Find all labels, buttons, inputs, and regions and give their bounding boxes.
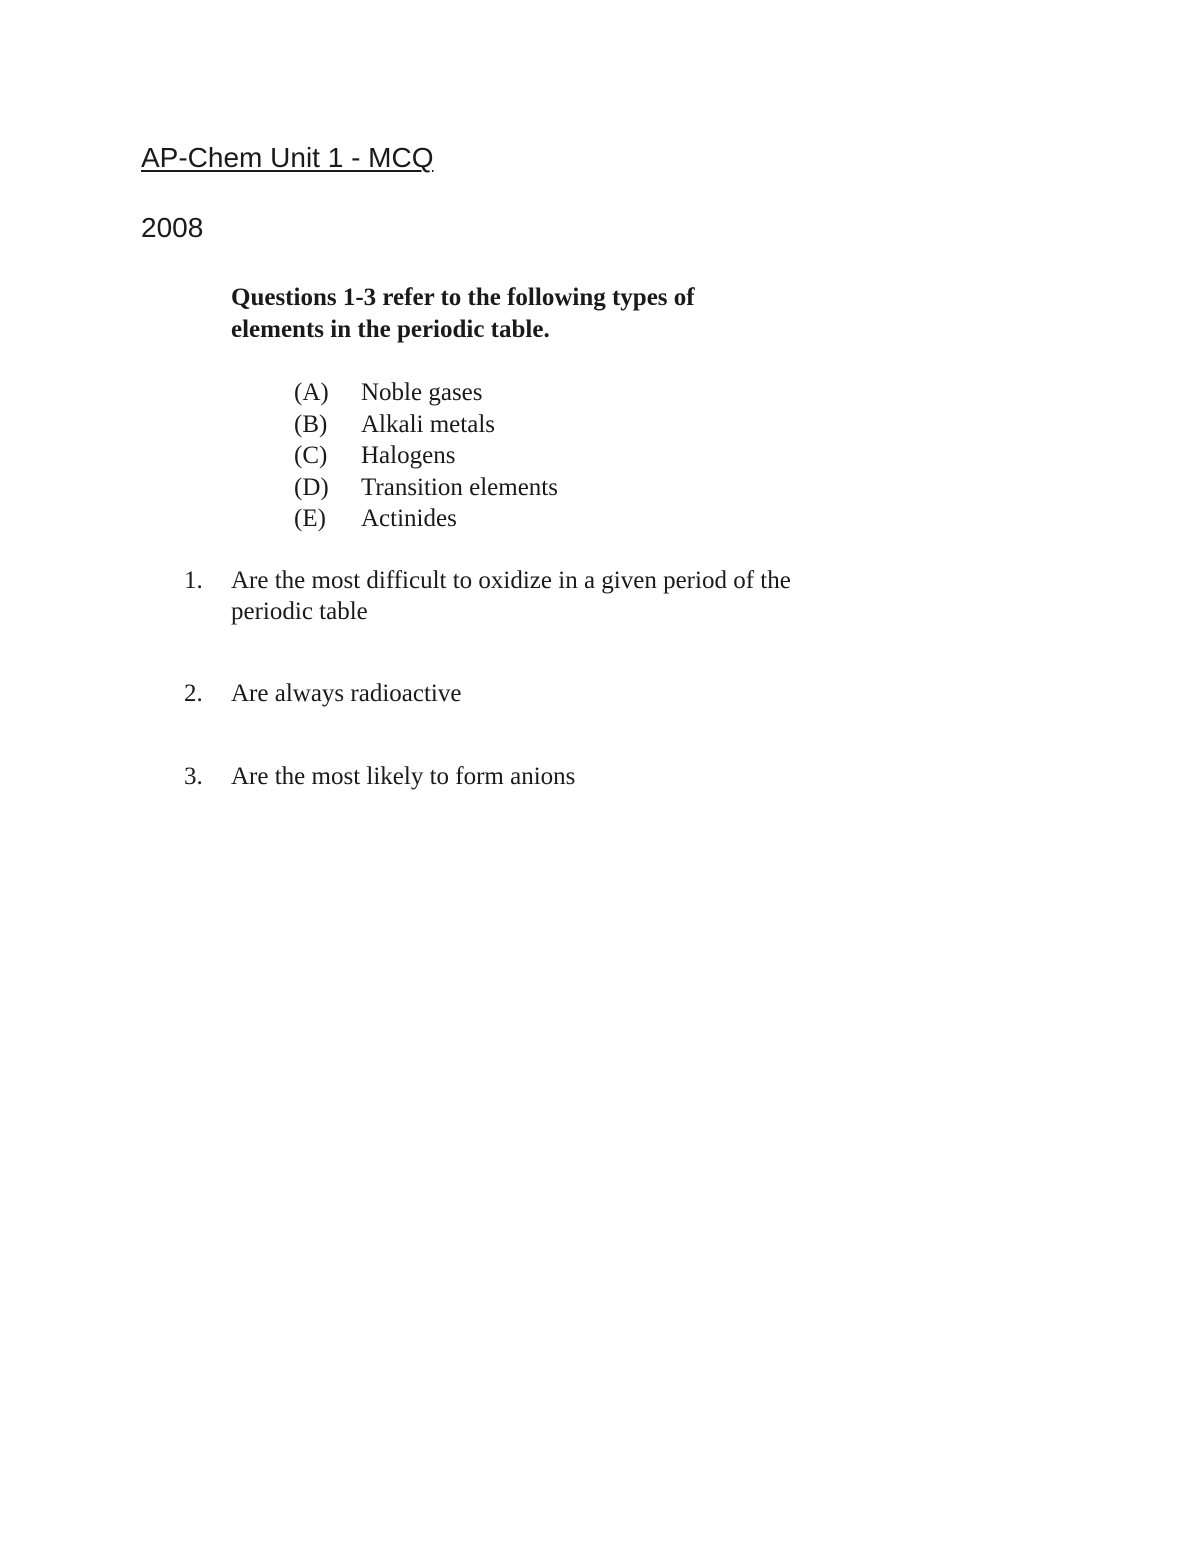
question-intro: Questions 1-3 refer to the following types of elements in the periodic table. [231,284,695,343]
question-text: Are the most difficult to oxidize in a given period of the periodic table [231,567,791,625]
answer-choices-list [294,377,558,535]
choice-text: Halogens [361,442,456,469]
question-number: 2. [184,680,203,707]
choice-c [294,440,558,472]
choice-text: Actinides [361,505,457,532]
choice-letter: (E) [294,505,326,532]
choice-e [294,503,558,535]
question-text: Are the most likely to form anions [231,763,576,790]
questions-list [184,565,804,843]
choice-letter: (B) [294,410,328,438]
choice-letter: (D) [294,473,329,501]
choice-text: Noble gases [361,379,483,406]
choice-letter: (C) [294,442,328,469]
choice-a [294,377,558,409]
question-1 [184,565,804,627]
section-year: 2008 [141,212,204,243]
question-number: 3. [184,763,203,790]
choice-text: Transition elements [361,473,558,501]
question-number: 1. [184,567,203,594]
choice-d [294,472,558,504]
question-2 [184,678,804,709]
question-3 [184,761,804,792]
document-title: AP-Chem Unit 1 - MCQ [141,142,434,173]
choice-b [294,409,558,441]
choice-letter: (A) [294,379,329,406]
choice-text: Alkali metals [361,410,495,438]
question-text: Are always radioactive [231,680,462,707]
